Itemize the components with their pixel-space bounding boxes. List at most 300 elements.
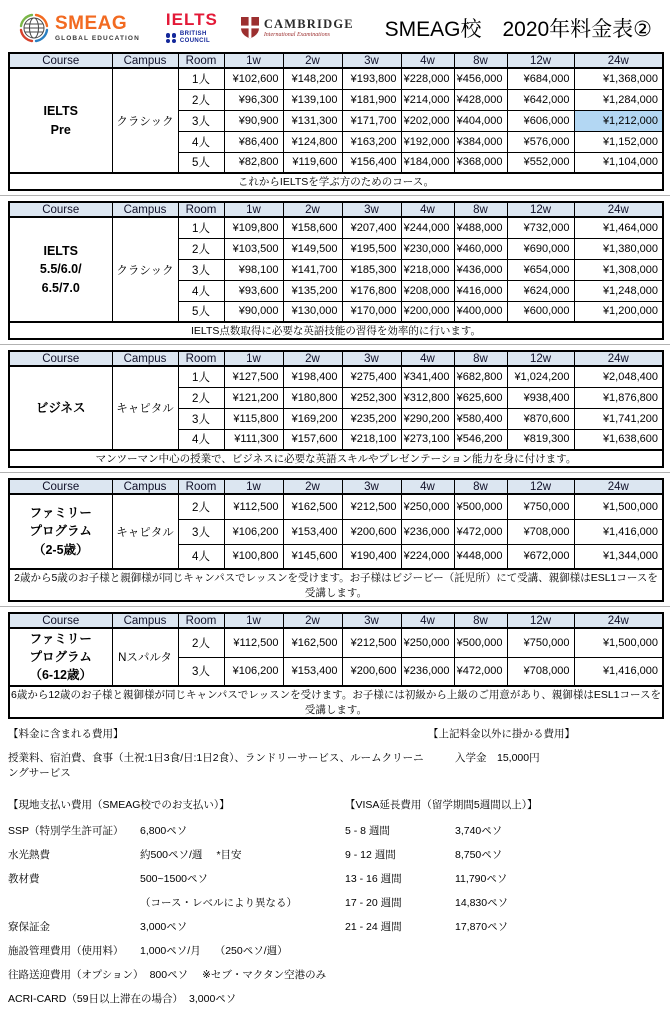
price-table-ielts-score [8,201,664,340]
price-cell: ¥148,200 [283,68,342,89]
course-note: IELTS点数取得に必要な英語技能の習得を効率的に行います。 [9,322,663,339]
price-cell: ¥1,638,600 [574,429,663,450]
price-cell: ¥96,300 [224,89,283,110]
price-cell: ¥103,500 [224,238,283,259]
price-cell: ¥428,000 [454,89,507,110]
local-fees-list [8,818,345,1010]
visa-fees-list [345,818,662,938]
column-header-2w: 2w [283,202,342,217]
fee-extra: *目安 [216,848,242,861]
price-cell: ¥400,000 [454,301,507,322]
price-cell: ¥275,400 [342,366,401,387]
price-table-section-business [8,350,662,468]
price-cell: ¥212,500 [342,628,401,657]
price-cell: ¥682,800 [454,366,507,387]
price-cell: ¥90,000 [224,301,283,322]
price-cell: ¥230,000 [401,238,454,259]
price-cell: ¥131,300 [283,110,342,131]
column-header-24w: 24w [574,613,663,628]
price-table-section-family-6-12 [8,612,662,719]
fee-label: ACRI-CARD（59日以上滞在の場合） [8,992,184,1005]
course-line: 5.5/6.0/ [39,262,82,277]
included-fees-block [8,726,428,780]
price-cell: ¥416,000 [454,280,507,301]
fee-row [8,866,345,890]
smeag-logo-subtitle: GLOBAL EDUCATION [55,35,140,42]
british-council-dots-icon [166,33,177,43]
price-cell: ¥1,152,000 [574,131,663,152]
price-cell: ¥576,000 [507,131,574,152]
course-line: 6.5/7.0 [41,280,80,295]
room-cell: 3人 [178,259,224,280]
page-header [8,0,662,52]
price-cell: ¥212,500 [342,494,401,519]
price-cell: ¥448,000 [454,544,507,569]
price-cell: ¥106,200 [224,657,283,686]
price-cell: ¥273,100 [401,429,454,450]
fee-row [8,962,345,986]
course-cell [9,68,112,173]
column-header-1w: 1w [224,53,283,68]
price-cell: ¥202,000 [401,110,454,131]
fees-detail-row [8,797,662,1010]
column-header-3w: 3w [342,613,401,628]
price-cell: ¥312,800 [401,387,454,408]
price-cell: ¥153,400 [283,657,342,686]
price-cell: ¥252,300 [342,387,401,408]
visa-fees-title: 【VISA延長費用（留学期間5週間以上）】 [345,799,538,811]
campus-cell: クラシック [112,68,178,173]
column-header-8w: 8w [454,53,507,68]
room-cell: 4人 [178,544,224,569]
column-header-1w: 1w [224,202,283,217]
column-header-4w: 4w [401,613,454,628]
price-cell: ¥109,800 [224,217,283,238]
room-cell: 2人 [178,494,224,519]
british-council-logo [166,31,210,45]
fee-value: 3,740ペソ [455,824,503,837]
price-cell: ¥163,200 [342,131,401,152]
price-cell: ¥98,100 [224,259,283,280]
price-cell: ¥106,200 [224,519,283,544]
price-cell: ¥200,600 [342,519,401,544]
price-cell: ¥436,000 [454,259,507,280]
course-note: 2歳から5歳のお子様と親御様が同じキャンパスでレッスンを受けます。お子様はビジービー（託児所）にて受講、親御様はESL1コースを受講します。 [9,569,663,601]
fee-value: 11,790ペソ [455,872,508,885]
price-cell: ¥119,600 [283,152,342,173]
price-cell: ¥185,300 [342,259,401,280]
price-cell: ¥112,500 [224,628,283,657]
price-table-section-family-2-5 [8,478,662,602]
price-cell: ¥624,000 [507,280,574,301]
fee-label: 5 - 8 週間 [345,824,390,837]
price-cell: ¥130,000 [283,301,342,322]
price-cell: ¥938,400 [507,387,574,408]
price-cell: ¥1,416,000 [574,657,663,686]
price-cell: ¥236,000 [401,657,454,686]
price-cell: ¥654,000 [507,259,574,280]
price-table-section-ielts-pre [8,52,662,191]
price-cell: ¥500,000 [454,628,507,657]
fee-label: 17 - 20 週間 [345,896,402,909]
price-cell: ¥93,600 [224,280,283,301]
room-cell: 4人 [178,131,224,152]
room-cell: 2人 [178,628,224,657]
room-cell: 3人 [178,408,224,429]
price-cell: ¥1,876,800 [574,387,663,408]
fee-extra: ※セブ・マクタン空港のみ [202,968,327,981]
fee-row [345,818,662,842]
fee-value: 500~1500ペソ [140,872,209,885]
column-header-2w: 2w [283,613,342,628]
fee-row [345,842,662,866]
price-cell: ¥341,400 [401,366,454,387]
course-line: （6-12歳） [29,668,93,683]
course-cell [9,628,112,686]
included-fees-title: 【料金に含まれる費用】 [8,728,124,740]
room-cell: 3人 [178,657,224,686]
column-header-campus: Campus [112,202,178,217]
column-header-24w: 24w [574,202,663,217]
campus-cell: キャピタル [112,494,178,569]
column-header-12w: 12w [507,202,574,217]
price-cell: ¥171,700 [342,110,401,131]
price-cell: ¥157,600 [283,429,342,450]
local-fees-block [8,797,345,1010]
course-line: IELTS [43,104,78,119]
price-cell: ¥90,900 [224,110,283,131]
column-header-4w: 4w [401,202,454,217]
column-header-2w: 2w [283,479,342,494]
course-line: Pre [50,122,71,137]
price-cell: ¥200,600 [342,657,401,686]
price-cell: ¥870,600 [507,408,574,429]
course-line: ファミリー [29,506,92,521]
course-line: プログラム [29,524,92,539]
column-header-12w: 12w [507,53,574,68]
price-cell: ¥1,024,200 [507,366,574,387]
price-cell: ¥149,500 [283,238,342,259]
column-header-24w: 24w [574,351,663,366]
fee-label: 水光熱費 [8,848,50,861]
column-header-2w: 2w [283,351,342,366]
course-line: ファミリー [29,631,92,646]
fee-value: 6,800ペソ [140,824,188,837]
fee-label: 寮保証金 [8,920,50,933]
fee-extra: （250ペソ/週） [214,944,288,957]
fee-value: 1,000ペソ/月 [140,944,201,957]
column-header-room: Room [178,351,224,366]
extra-fees-block [428,726,662,780]
price-cell: ¥472,000 [454,519,507,544]
column-header-4w: 4w [401,479,454,494]
price-cell: ¥124,800 [283,131,342,152]
price-cell: ¥193,800 [342,68,401,89]
price-cell: ¥552,000 [507,152,574,173]
price-cell: ¥139,100 [283,89,342,110]
column-header-1w: 1w [224,351,283,366]
price-table-ielts-pre [8,52,664,191]
column-header-1w: 1w [224,613,283,628]
price-cell: ¥184,000 [401,152,454,173]
visa-fees-block [345,797,662,1010]
price-cell: ¥1,212,000 [574,110,663,131]
price-cell: ¥625,600 [454,387,507,408]
column-header-12w: 12w [507,479,574,494]
fee-row [8,938,345,962]
price-cell: ¥224,000 [401,544,454,569]
fee-value: 3,000ペソ [140,920,188,933]
fee-value: 14,830ペソ [455,896,509,909]
price-cell: ¥235,200 [342,408,401,429]
price-cell: ¥1,741,200 [574,408,663,429]
column-header-campus: Campus [112,479,178,494]
price-cell: ¥580,400 [454,408,507,429]
room-cell: 5人 [178,301,224,322]
fee-label: 13 - 16 週間 [345,872,402,885]
fee-label: 21 - 24 週間 [345,920,402,933]
price-cell: ¥236,000 [401,519,454,544]
price-cell: ¥708,000 [507,657,574,686]
fee-value: 17,870ペソ [455,920,509,933]
ielts-logo [166,11,218,45]
price-cell: ¥250,000 [401,628,454,657]
column-header-1w: 1w [224,479,283,494]
column-header-room: Room [178,613,224,628]
price-cell: ¥198,400 [283,366,342,387]
price-cell: ¥708,000 [507,519,574,544]
price-cell: ¥141,700 [283,259,342,280]
price-cell: ¥488,000 [454,217,507,238]
course-line: ビジネス [35,400,86,415]
column-header-8w: 8w [454,351,507,366]
fee-value: 8,750ペソ [455,848,503,861]
fee-row [8,914,345,938]
campus-cell: Nスパルタ [112,628,178,686]
room-cell: 4人 [178,280,224,301]
british-council-text-top: BRITISH [179,31,207,38]
section-divider [0,472,670,473]
price-cell: ¥192,000 [401,131,454,152]
price-cell: ¥404,000 [454,110,507,131]
price-cell: ¥1,200,000 [574,301,663,322]
column-header-course: Course [9,53,112,68]
price-table-business [8,350,664,468]
column-header-3w: 3w [342,479,401,494]
room-cell: 2人 [178,89,224,110]
cambridge-logo-text: CAMBRIDGE [263,16,354,31]
column-header-8w: 8w [454,202,507,217]
fee-label: 9 - 12 週間 [345,848,396,861]
course-line: IELTS [43,244,78,259]
price-cell: ¥456,000 [454,68,507,89]
column-header-campus: Campus [112,351,178,366]
price-cell: ¥600,000 [507,301,574,322]
fee-label: 教材費 [8,872,40,885]
price-cell: ¥82,800 [224,152,283,173]
price-cell: ¥690,000 [507,238,574,259]
price-cell: ¥1,104,000 [574,152,663,173]
fee-value: （コース・レベルにより異なる） [140,896,297,909]
price-cell: ¥214,000 [401,89,454,110]
price-cell: ¥472,000 [454,657,507,686]
fee-value: 3,000ペソ [189,992,237,1005]
price-cell: ¥111,300 [224,429,283,450]
column-header-campus: Campus [112,613,178,628]
price-table-section-ielts-score [8,201,662,340]
room-cell: 1人 [178,217,224,238]
extra-fees-line: 入学金 15,000円 [455,752,540,764]
price-cell: ¥100,800 [224,544,283,569]
column-header-4w: 4w [401,351,454,366]
column-header-4w: 4w [401,53,454,68]
price-cell: ¥112,500 [224,494,283,519]
price-cell: ¥162,500 [283,494,342,519]
campus-cell: キャピタル [112,366,178,450]
price-cell: ¥176,800 [342,280,401,301]
column-header-3w: 3w [342,351,401,366]
column-header-room: Room [178,53,224,68]
section-divider [0,344,670,345]
price-cell: ¥86,400 [224,131,283,152]
fee-row [8,986,345,1010]
fee-row [345,866,662,890]
price-cell: ¥1,380,000 [574,238,663,259]
section-divider [0,606,670,607]
price-cell: ¥1,308,000 [574,259,663,280]
campus-cell: クラシック [112,217,178,322]
price-cell: ¥1,416,000 [574,519,663,544]
price-cell: ¥500,000 [454,494,507,519]
column-header-2w: 2w [283,53,342,68]
price-cell: ¥1,368,000 [574,68,663,89]
price-cell: ¥546,200 [454,429,507,450]
fee-value: 約500ペソ/週 [140,848,203,861]
extra-fees-title: 【上記料金以外に掛かる費用】 [428,728,575,740]
price-cell: ¥156,400 [342,152,401,173]
price-cell: ¥180,800 [283,387,342,408]
column-header-3w: 3w [342,202,401,217]
price-cell: ¥195,500 [342,238,401,259]
cambridge-logo [240,16,354,40]
column-header-room: Room [178,202,224,217]
room-cell: 1人 [178,68,224,89]
course-note: これからIELTSを学ぶ方のためのコース。 [9,173,663,190]
column-header-course: Course [9,479,112,494]
price-cell: ¥218,100 [342,429,401,450]
fee-row [8,818,345,842]
price-cell: ¥290,200 [401,408,454,429]
room-cell: 2人 [178,387,224,408]
column-header-room: Room [178,479,224,494]
course-cell [9,366,112,450]
section-divider [0,195,670,196]
fee-row [8,842,345,866]
column-header-course: Course [9,202,112,217]
price-cell: ¥207,400 [342,217,401,238]
price-cell: ¥169,200 [283,408,342,429]
column-header-24w: 24w [574,479,663,494]
column-header-8w: 8w [454,613,507,628]
price-cell: ¥819,300 [507,429,574,450]
fees-summary-row [8,726,662,780]
ielts-logo-text: IELTS [165,10,218,30]
course-note: 6歳から12歳のお子様と親御様が同じキャンパスでレッスンを受けます。お子様には初級から上級のご用意があり、親御様はESL1コースを受講します。 [9,686,663,718]
price-table-family-2-5 [8,478,664,602]
price-cell: ¥672,000 [507,544,574,569]
price-cell: ¥244,000 [401,217,454,238]
fee-label: 施設管理費用（使用料） [8,944,124,957]
course-cell [9,494,112,569]
column-header-course: Course [9,351,112,366]
column-header-course: Course [9,613,112,628]
price-cell: ¥1,248,000 [574,280,663,301]
course-cell [9,217,112,322]
page-title: SMEAG校 2020年料金表② [384,18,652,41]
price-cell: ¥1,344,000 [574,544,663,569]
column-header-3w: 3w [342,53,401,68]
price-cell: ¥170,000 [342,301,401,322]
room-cell: 1人 [178,366,224,387]
fee-label: SSP（特別学生許可証） [8,824,124,837]
room-cell: 3人 [178,519,224,544]
price-cell: ¥1,500,000 [574,628,663,657]
fee-label: 往路送迎費用（オプション） [8,968,144,981]
room-cell: 3人 [178,110,224,131]
price-cell: ¥1,500,000 [574,494,663,519]
price-cell: ¥208,000 [401,280,454,301]
price-table-family-6-12 [8,612,664,719]
price-cell: ¥368,000 [454,152,507,173]
column-header-12w: 12w [507,613,574,628]
column-header-24w: 24w [574,53,663,68]
price-cell: ¥228,000 [401,68,454,89]
price-cell: ¥190,400 [342,544,401,569]
price-cell: ¥135,200 [283,280,342,301]
price-cell: ¥460,000 [454,238,507,259]
price-cell: ¥153,400 [283,519,342,544]
price-cell: ¥684,000 [507,68,574,89]
fee-row [345,890,662,914]
price-cell: ¥102,600 [224,68,283,89]
british-council-text-bottom: COUNCIL [179,38,211,44]
price-cell: ¥115,800 [224,408,283,429]
cambridge-logo-subtitle: International Examinations [263,32,330,39]
price-cell: ¥642,000 [507,89,574,110]
cambridge-shield-icon [240,16,260,40]
price-cell: ¥2,048,400 [574,366,663,387]
price-cell: ¥750,000 [507,494,574,519]
price-cell: ¥158,600 [283,217,342,238]
smeag-logo [16,10,140,46]
price-cell: ¥1,284,000 [574,89,663,110]
price-cell: ¥384,000 [454,131,507,152]
smeag-logo-text: SMEAG [55,13,128,34]
globe-icon [16,10,52,46]
column-header-campus: Campus [112,53,178,68]
price-cell: ¥750,000 [507,628,574,657]
room-cell: 2人 [178,238,224,259]
course-line: プログラム [29,649,92,664]
column-header-8w: 8w [454,479,507,494]
room-cell: 5人 [178,152,224,173]
price-cell: ¥127,500 [224,366,283,387]
price-cell: ¥250,000 [401,494,454,519]
fee-row [345,914,662,938]
price-cell: ¥145,600 [283,544,342,569]
included-fees-line: 授業料、宿泊費、食事（土祝:1日3食/日:1日2食）、ランドリーサービス、ルームクリーニングサービス [8,752,424,779]
fee-row [8,890,345,914]
